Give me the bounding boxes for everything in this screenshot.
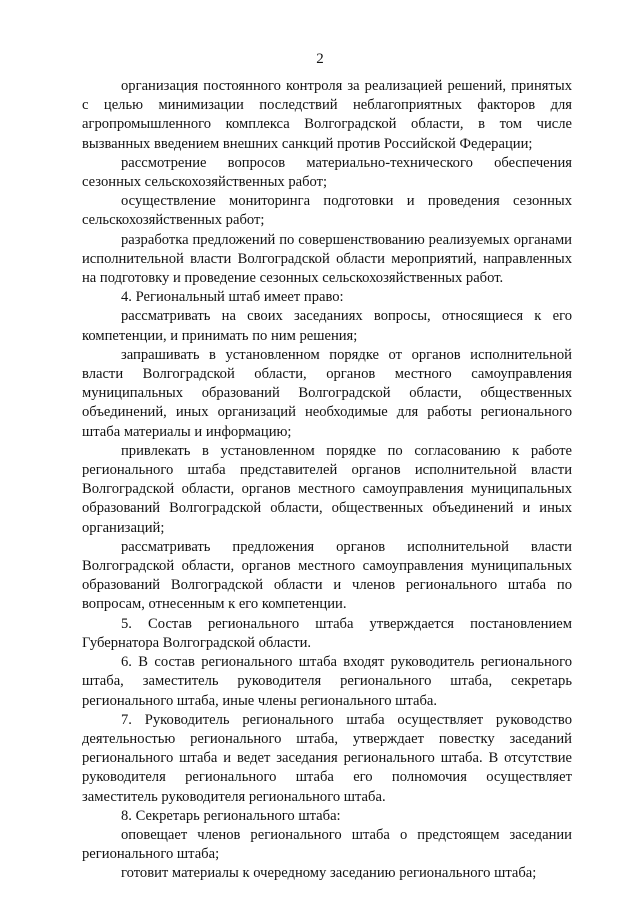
section-5: 5. Состав регионального штаба утверждается постановлением Губернатора Волгоградской области. (82, 615, 572, 651)
section-heading-4: 4. Региональный штаб имеет право: (121, 289, 344, 306)
paragraph: разработка предложений по совершенствованию реализуемых органами исполнительной власти Волгоградской области мероприятий, направленных на подготовку и проведение сезонных сельскохозяйственных работ. (82, 231, 572, 287)
paragraph: осуществление мониторинга подготовки и проведения сезонных сельскохозяйственных работ; (82, 193, 572, 229)
paragraph: рассматривать предложения органов исполнительной власти Волгоградской области, органов местного самоуправления муниципальных образований Волгоградской области и членов регионального штаба по вопросам, отнесенным к его компетенции. (82, 538, 572, 613)
paragraph: рассмотрение вопросов материально-технического обеспечения сезонных сельскохозяйственных работ; (82, 154, 572, 191)
paragraph: рассматривать на своих заседаниях вопросы, относящиеся к его компетенции, и принимать по ним решения; (82, 308, 572, 344)
document-body (82, 77, 572, 884)
paragraph: организация постоянного контроля за реализацией решений, принятых с целью минимизации последствий неблагоприятных факторов для агропромышленного комплекса Волгоградской области, в том числе вызванных введением внешних санкций против Российской Федерации; (82, 78, 572, 152)
paragraph: привлекать в установленном порядке по согласованию к работе регионального штаба представителей органов исполнительной власти Волгоградской области, органов местного самоуправления муниципальных образований Волгоградской области, общественных объединений и иных организаций; (82, 442, 572, 536)
section-heading-8: 8. Секретарь регионального штаба: (121, 807, 341, 824)
paragraph: готовит материалы к очередному заседанию регионального штаба; (121, 865, 537, 882)
section-6: 6. В состав регионального штаба входят руководитель регионального штаба, заместитель руководителя регионального штаба, секретарь регионального штаба, иные члены регионального штаба. (82, 654, 572, 709)
page-number: 2 (316, 51, 324, 67)
section-7: 7. Руководитель регионального штаба осуществляет руководство деятельностью регионального штаба, утверждает повестку заседаний регионального штаба и ведет заседания регионального штаба. В отсутствие руководителя регионального штаба его полномочия осуществляет заместитель руководителя регионального штаба. (82, 711, 572, 805)
paragraph: запрашивать в установленном порядке от органов исполнительной власти Волгоградской области, органов местного самоуправления муниципальных образований Волгоградской области, общественных объединений, иных организаций необходимые для работы регионального штаба материалы и информацию; (82, 346, 572, 440)
paragraph: оповещает членов регионального штаба о предстоящем заседании регионального штаба; (82, 826, 572, 863)
